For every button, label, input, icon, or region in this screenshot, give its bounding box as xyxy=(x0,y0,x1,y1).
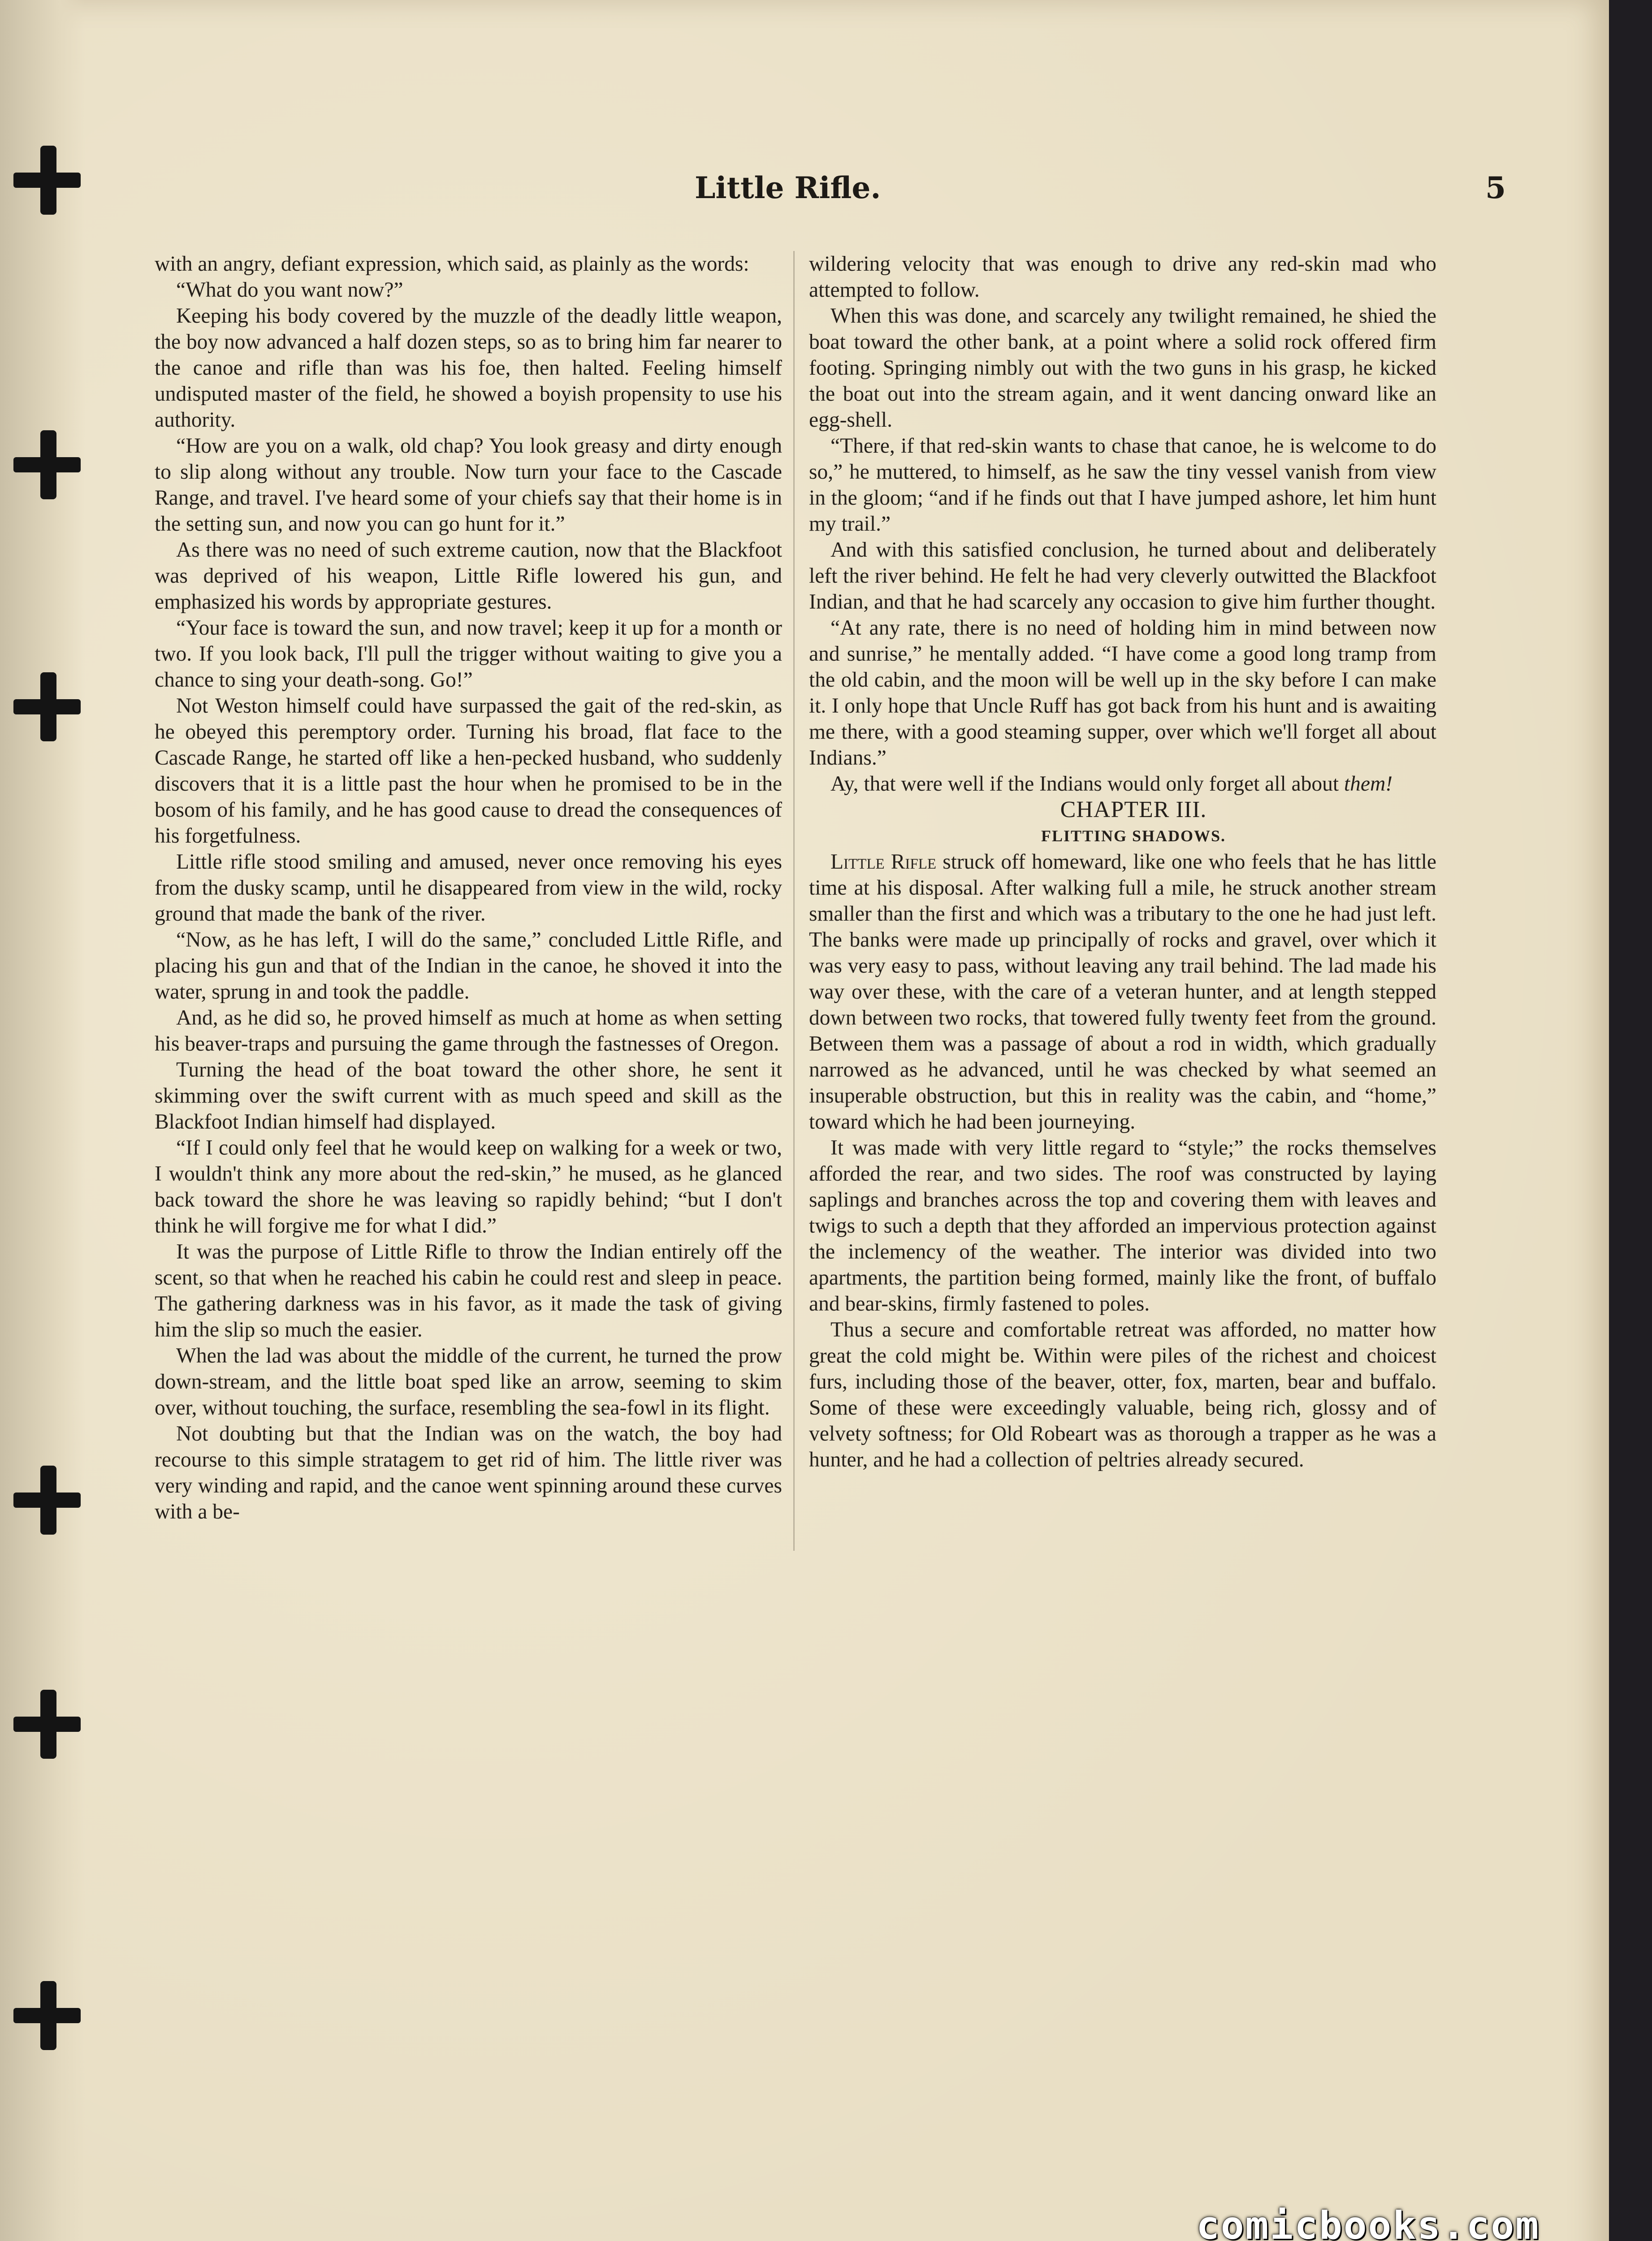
staple-icon xyxy=(13,699,81,714)
paragraph: “If I could only feel that he would keep on walking for a week or two, I wouldn't think any more about the red-skin,” he mused, as he glanced back toward the shore he was leaving so rapidly behind; “but I don't think he will forgive me for what I did.” xyxy=(155,1136,782,1237)
paragraph: And, as he did so, he proved himself as much at home as when setting his beaver-traps and pursuing the game through the fastnesses of Oregon. xyxy=(155,1006,782,1056)
chapter-lead-words: Little Rifle xyxy=(830,850,937,874)
paragraph xyxy=(809,771,1436,797)
page-number: 5 xyxy=(1485,170,1506,205)
running-title: Little Rifle. xyxy=(695,170,881,205)
chapter-heading: CHAPTER III. xyxy=(1060,797,1207,822)
paragraph: “There, if that red-skin wants to chase that canoe, he is welcome to do so,” he muttered, to himself, as he saw the tiny vessel vanish from view in the gloom; “and if he finds out that I have jumped ashore, let him hunt my trail.” xyxy=(809,434,1436,536)
paragraph: Keeping his body covered by the muzzle of the deadly little weapon, the boy now advanced a half dozen steps, so as to bring him far nearer to the canoe and rifle than was his foe, then halted. Feeling himself undisputed master of the field, he showed a boyish propensity to use his authority. xyxy=(155,304,782,432)
paragraph: It was the purpose of Little Rifle to throw the Indian entirely off the scent, so that when he reached his cabin he could rest and sleep in peace. The gathering darkness was in his favor, as it made the task of giving him the slip so much the easier. xyxy=(155,1240,782,1341)
right-column xyxy=(809,251,1436,1473)
staple-icon xyxy=(13,457,81,472)
paragraph: “How are you on a walk, old chap? You look greasy and dirty enough to slip along without any trouble. Now turn your face to the Cascade Range, and travel. I've heard some of your chiefs say that their home is in the setting sun, and now you can go hunt for it.” xyxy=(155,434,782,536)
paragraph: with an angry, defiant expression, which said, as plainly as the words: xyxy=(155,252,749,276)
paragraph: Thus a secure and comfortable retreat was afforded, no matter how great the cold might be. Within were piles of the richest and choicest furs, including those of the beaver, otter, fox, marten, bear and buffalo. Some of these were exceedingly valuable, being rich, glossy and of velvety softness; for Old Robeart was as thorough a trapper as he was a hunter, and he had a collection of peltries already secured. xyxy=(809,1318,1436,1471)
chapter-subtitle: FLITTING SHADOWS. xyxy=(1041,827,1226,845)
paragraph: Not doubting but that the Indian was on the watch, the boy had recourse to this simple stratagem to get rid of him. The little river was very winding and rapid, and the canoe went spinning around these curves with a be- xyxy=(155,1422,782,1523)
page-header xyxy=(672,170,1506,220)
binding-spine xyxy=(0,0,85,2241)
staple-icon xyxy=(13,1717,81,1732)
paragraph: As there was no need of such extreme caution, now that the Blackfoot was deprived of his weapon, Little Rifle lowered his gun, and emphasized his words by appropriate gestures. xyxy=(155,538,782,614)
paragraph: And with this satisfied conclusion, he turned about and deliberately left the river behind. He felt he had very cleverly outwitted the Blackfoot Indian, and that he had scarcely any occasion to give him further thought. xyxy=(809,538,1436,614)
paragraph: When the lad was about the middle of the current, he turned the prow down-stream, and the little boat sped like an arrow, seeming to skim over, without touching, the surface, resembling the sea-fowl in its flight. xyxy=(155,1344,782,1419)
paragraph: When this was done, and scarcely any twilight remained, he shied the boat toward the other bank, at a point where a solid rock offered firm footing. Springing nimbly out with the two guns in his grasp, he kicked the boat out into the stream again, and it went dancing onward like an egg-shell. xyxy=(809,304,1436,432)
paragraph: Little rifle stood smiling and amused, never once removing his eyes from the dusky scamp, until he disappeared from view in the wild, rocky ground that made the bank of the river. xyxy=(155,850,782,926)
paragraph: “Now, as he has left, I will do the same,” concluded Little Rifle, and placing his gun and that of the Indian in the canoe, he shoved it into the water, sprung in and took the paddle. xyxy=(155,928,782,1004)
paragraph: Turning the head of the boat toward the other shore, he sent it skimming over the swift current with as much speed and skill as the Blackfoot Indian himself had displayed. xyxy=(155,1058,782,1133)
left-column xyxy=(155,251,782,1525)
paragraph: “What do you want now?” xyxy=(176,278,403,302)
watermark: comicbooks.com xyxy=(1196,2203,1540,2241)
paragraph: It was made with very little regard to “style;” the rocks themselves afforded the rear, and two sides. The roof was constructed by laying saplings and branches across the top and covering them with leaves and twigs to such a depth that they afforded an impervious protection against the inclemency of the weather. The interior was divided into two apartments, the partition being formed, mainly like the front, of buffalo and bear-skins, firmly fastened to poles. xyxy=(809,1136,1436,1315)
paragraph-text: struck off homeward, like one who feels that he has little time at his disposal. After walking full a mile, he struck another stream smaller than the first and which was a tributary to the one he had just left. The banks were made up principally of rocks and gravel, over which it was very easy to pass, without leaving any trail behind. The lad made his way over these, with the care of a veteran hunter, and at length stepped down between two rocks, that towered fully twenty feet from the ground. Between them was a passage of about a rod in width, which gradually narrowed as he advanced, until he was checked by what seemed an insuperable obstruction, but this in reality was the cabin, and “home,” toward which he had been journeying. xyxy=(809,850,1436,1133)
paragraph xyxy=(809,849,1436,1135)
staple-icon xyxy=(13,1493,81,1508)
paragraph: Not Weston himself could have surpassed the gait of the red-skin, as he obeyed this peremptory order. Turning his broad, flat face to the Cascade Range, he started off like a hen-pecked husband, who suddenly discovers that it is a little past the hour when he promised to be in the bosom of his family, and he has good cause to dread the consequences of his forgetfulness. xyxy=(155,694,782,848)
column-divider xyxy=(793,251,795,1551)
emphasis-punctuation: ! xyxy=(1385,772,1393,796)
paragraph: wildering velocity that was enough to drive any red-skin mad who attempted to follow. xyxy=(809,252,1436,302)
staple-icon xyxy=(13,173,81,188)
emphasis-text: them xyxy=(1344,772,1386,796)
paragraph: “At any rate, there is no need of holding him in mind between now and sunrise,” he mentally added. “I have come a good long tramp from the old cabin, and the moon will be well up in the sky before I can make it. I only hope that Uncle Ruff has got back from his hunt and is awaiting me there, with a good steaming supper, over which we'll forget all about Indians.” xyxy=(809,616,1436,770)
paragraph-text: Ay, that were well if the Indians would only forget all about xyxy=(830,772,1344,796)
staple-icon xyxy=(13,2008,81,2023)
paragraph: “Your face is toward the sun, and now travel; keep it up for a month or two. If you look back, I'll pull the trigger without waiting to give you a chance to sing your death-song. Go!” xyxy=(155,616,782,692)
